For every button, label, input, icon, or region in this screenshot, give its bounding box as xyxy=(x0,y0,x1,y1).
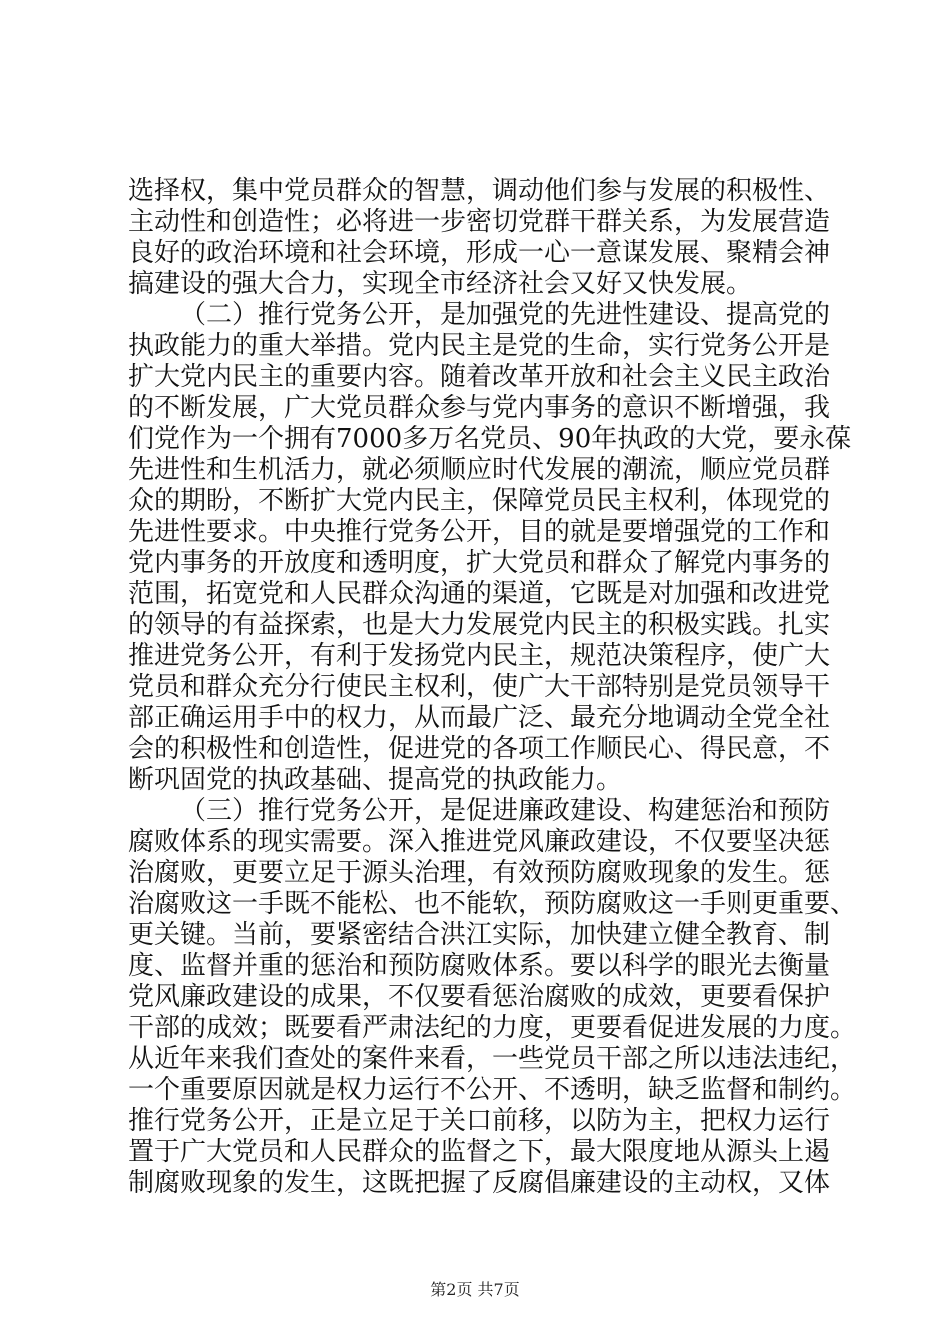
text-line: 主动性和创造性；必将进一步密切党群干群关系，为发展营造 xyxy=(128,207,831,237)
paragraph xyxy=(128,796,857,1199)
paragraph xyxy=(128,176,831,300)
paragraph xyxy=(128,300,852,796)
text-line: 执政能力的重大举措。党内民主是党的生命，实行党务公开是 xyxy=(128,331,831,361)
text-line: 更关键。当前，要紧密结合洪江实际，加快建立健全教育、制 xyxy=(128,920,831,950)
text-line: 腐败体系的现实需要。深入推进党风廉政建设，不仅要坚决惩 xyxy=(128,827,831,857)
text-line: 部正确运用手中的权力，从而最广泛、最充分地调动全党全社 xyxy=(128,703,831,733)
text-line: 置于广大党员和人民群众的监督之下，最大限度地从源头上遏 xyxy=(128,1137,831,1167)
text-line: 度、监督并重的惩治和预防腐败体系。要以科学的眼光去衡量 xyxy=(128,951,831,981)
text-line: 党员和群众充分行使民主权利，使广大干部特别是党员领导干 xyxy=(128,672,831,702)
text-line: 搞建设的强大合力，实现全市经济社会又好又快发展。 xyxy=(128,269,753,299)
text-line: 先进性和生机活力，就必须顺应时代发展的潮流，顺应党员群 xyxy=(128,455,831,485)
text-line: 推进党务公开，有利于发扬党内民主，规范决策程序，使广大 xyxy=(128,641,831,671)
text-line: 众的期盼，不断扩大党内民主，保障党员民主权利，体现党的 xyxy=(128,486,831,516)
text-line: 扩大党内民主的重要内容。随着改革开放和社会主义民主政治 xyxy=(128,362,831,392)
text-line: 党内事务的开放度和透明度，扩大党员和群众了解党内事务的 xyxy=(128,548,831,578)
text-line: （三）推行党务公开，是促进廉政建设、构建惩治和预防 xyxy=(180,796,831,826)
text-line: 推行党务公开，正是立足于关口前移，以防为主，把权力运行 xyxy=(128,1106,831,1136)
text-line: （二）推行党务公开，是加强党的先进性建设、提高党的 xyxy=(180,300,831,330)
text-line: 从近年来我们查处的案件来看，一些党员干部之所以违法违纪， xyxy=(128,1044,857,1074)
text-line: 选择权，集中党员群众的智慧，调动他们参与发展的积极性、 xyxy=(128,176,831,206)
page-number-label: 第2页 共7页 xyxy=(430,1280,520,1299)
text-line: 干部的成效；既要看严肃法纪的力度，更要看促进发展的力度。 xyxy=(128,1013,857,1043)
document-body xyxy=(128,176,857,1199)
text-line: 断巩固党的执政基础、提高党的执政能力。 xyxy=(128,765,623,795)
text-line: 会的积极性和创造性，促进党的各项工作顺民心、得民意，不 xyxy=(128,734,831,764)
text-line: 良好的政治环境和社会环境，形成一心一意谋发展、聚精会神 xyxy=(128,238,831,268)
text-line: 制腐败现象的发生，这既把握了反腐倡廉建设的主动权，又体 xyxy=(128,1168,831,1198)
text-line: 的领导的有益探索，也是大力发展党内民主的积极实践。扎实 xyxy=(128,610,831,640)
text-line: 的不断发展，广大党员群众参与党内事务的意识不断增强，我 xyxy=(128,393,831,423)
page-footer xyxy=(0,1280,950,1300)
text-line: 一个重要原因就是权力运行不公开、不透明，缺乏监督和制约。 xyxy=(128,1075,857,1105)
text-line: 治腐败，更要立足于源头治理，有效预防腐败现象的发生。惩 xyxy=(128,858,831,888)
text-line: 范围，拓宽党和人民群众沟通的渠道，它既是对加强和改进党 xyxy=(128,579,831,609)
text-line: 先进性要求。中央推行党务公开，目的就是要增强党的工作和 xyxy=(128,517,831,547)
text-line: 党风廉政建设的成果，不仅要看惩治腐败的成效，更要看保护 xyxy=(128,982,831,1012)
text-line: 治腐败这一手既不能松、也不能软，预防腐败这一手则更重要、 xyxy=(128,889,857,919)
text-line: 们党作为一个拥有7000多万名党员、90年执政的大党，要永葆 xyxy=(128,424,852,454)
